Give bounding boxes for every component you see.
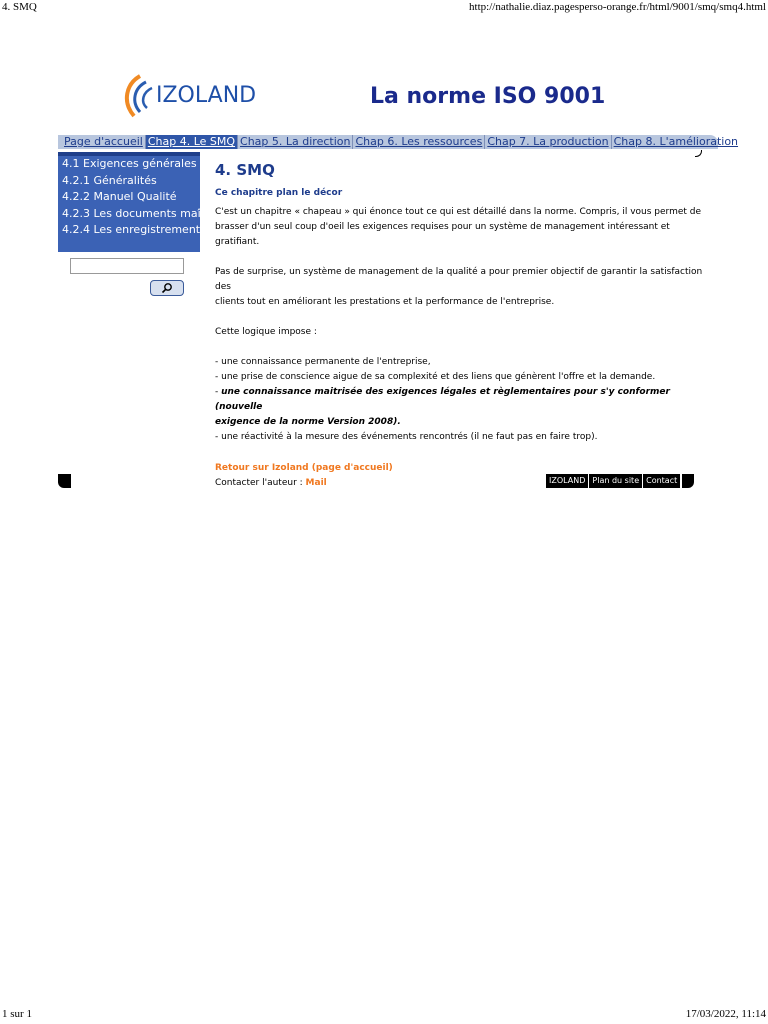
tab-chap5-direction[interactable]: Chap 5. La direction	[238, 135, 353, 149]
text-line: C'est un chapitre « chapeau » qui énonce tout ce qui est détaillé dans la norme. Compris, il vous permet de	[215, 207, 702, 217]
sidebar-item-documents-maitrises[interactable]: 4.2.3 Les documents maîtrisés	[62, 206, 231, 220]
sidebar-item-enregistrements[interactable]: 4.2.4 Les enregistrements	[62, 223, 206, 236]
tab-page-accueil[interactable]: Page d'accueil	[62, 135, 146, 149]
search-input[interactable]	[70, 258, 184, 274]
print-page-url: http://nathalie.diaz.pagesperso-orange.fr/html/9001/smq/smq4.html	[469, 1, 766, 13]
back-home-link[interactable]: Retour sur Izoland (page d'accueil)	[215, 463, 393, 473]
sidebar-item-manuel-qualite[interactable]: 4.2.2 Manuel Qualité	[62, 190, 177, 203]
emphasis-text-line: une connaissance maitrisée des exigences légales et règlementaires pour s'y conformer (nouvelle	[215, 387, 670, 412]
footer-link-izoland[interactable]: IZOLAND	[546, 474, 589, 488]
main-content	[215, 160, 705, 491]
intro-paragraph	[215, 205, 705, 250]
site-title: La norme ISO 9001	[370, 84, 606, 109]
footer-corner-right	[682, 474, 694, 488]
chapter-subtitle: Ce chapitre plan le décor	[215, 188, 343, 198]
requirements-list	[215, 355, 705, 445]
search-button[interactable]	[150, 280, 184, 296]
list-item: - une réactivité à la mesure des événements rencontrés (il ne faut pas en faire trop).	[215, 432, 598, 442]
text-line: brasser d'un seul coup d'oeil les exigences requises pour un système de management intéressant et gratifiant.	[215, 222, 670, 247]
sidebar-item-generalites[interactable]: 4.2.1 Généralités	[62, 173, 157, 187]
page-title: 4. SMQ	[215, 161, 275, 179]
tab-chap6-ressources[interactable]: Chap 6. Les ressources	[353, 135, 485, 149]
logo-text: IZOLAND	[156, 83, 257, 108]
list-dash: -	[215, 387, 222, 397]
logic-paragraph: Cette logique impose :	[215, 327, 317, 337]
tab-chap4-smq[interactable]: Chap 4. Le SMQ	[146, 135, 238, 149]
list-item-emphasis	[215, 385, 705, 415]
emphasis-text-line: exigence de la norme Version 2008).	[215, 417, 401, 427]
nav-corner-decoration	[695, 150, 702, 157]
text-line: Pas de surprise, un système de management de la qualité a pour premier objectif de garantir la satisfaction des	[215, 267, 703, 292]
print-page-title: 4. SMQ	[2, 1, 37, 13]
footer-link-contact[interactable]: Contact	[646, 476, 678, 485]
list-item: - une prise de conscience aigue de sa complexité et des liens que génèrent l'offre et la demande.	[215, 372, 656, 382]
tab-chap7-production[interactable]: Chap 7. La production	[485, 135, 611, 149]
contact-label: Contacter l'auteur :	[215, 478, 306, 488]
footer-link-plan-du-site[interactable]: Plan du site	[589, 474, 643, 488]
sidebar-menu	[58, 152, 231, 252]
tab-chap8-amelioration[interactable]: Chap 8. L'amélioration	[613, 135, 739, 148]
izoland-swoosh-icon	[118, 70, 158, 122]
print-timestamp: 17/03/2022, 11:14	[685, 1008, 766, 1020]
footer-links	[546, 474, 680, 488]
print-header	[0, 0, 768, 16]
list-item: - une connaissance permanente de l'entreprise,	[215, 357, 431, 367]
search-icon	[161, 282, 173, 294]
nav-tabs	[62, 135, 740, 149]
footer-corner-left	[58, 474, 71, 488]
sidebar-item-exigences-generales[interactable]: 4.1 Exigences générales	[62, 157, 197, 170]
print-footer	[0, 1008, 768, 1024]
print-page-count: 1 sur 1	[2, 1008, 32, 1020]
text-line: clients tout en améliorant les prestations et la performance de l'entreprise.	[215, 297, 555, 307]
izoland-logo[interactable]	[118, 70, 278, 122]
qms-paragraph	[215, 265, 705, 310]
mail-link[interactable]: Mail	[305, 478, 327, 488]
